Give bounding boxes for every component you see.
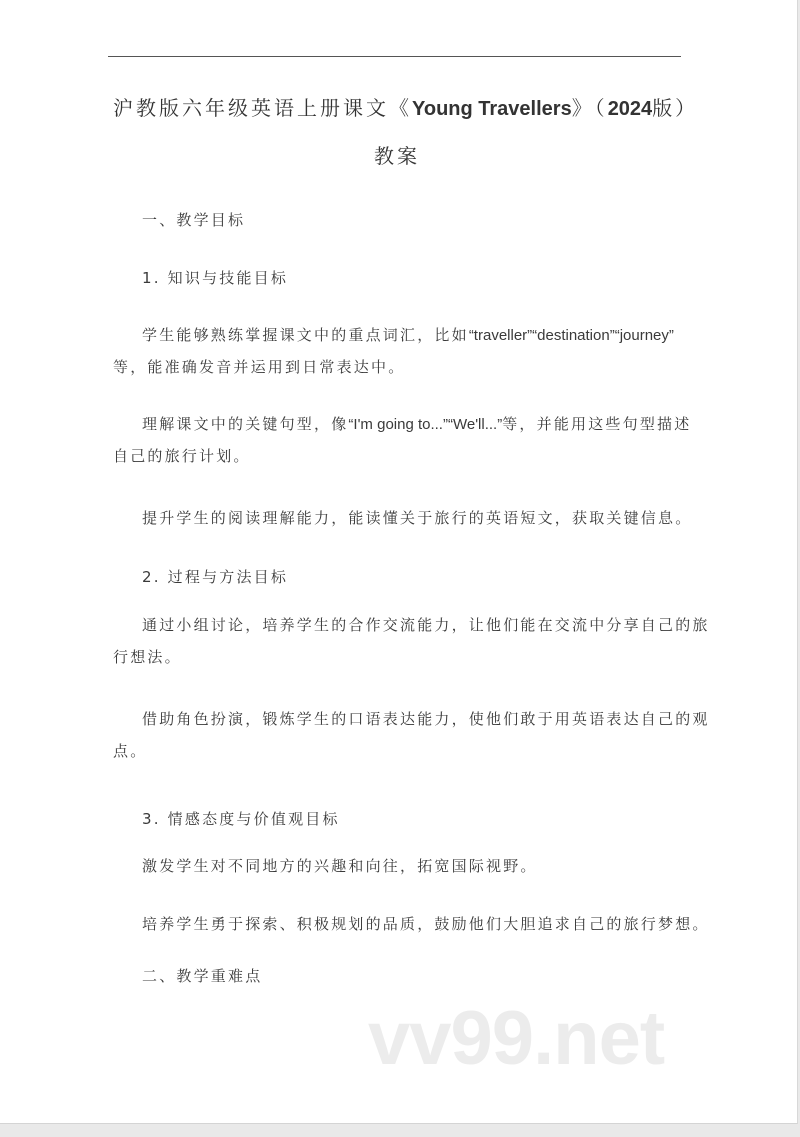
header-rule xyxy=(108,56,681,57)
paragraph-interest: 激发学生对不同地方的兴趣和向往，拓宽国际视野。 xyxy=(142,857,538,875)
title-english: Young Travellers xyxy=(412,98,572,120)
text: 学生能够熟练掌握课文中的重点词汇，比如 xyxy=(142,326,469,344)
text: 等，并能用这些句型描述 xyxy=(502,415,692,433)
paragraph-sentences-line1 xyxy=(142,414,691,435)
text-en: “traveller”“destination”“journey” xyxy=(468,327,674,344)
paragraph-explore: 培养学生勇于探索、积极规划的品质，鼓励他们大胆追求自己的旅行梦想。 xyxy=(142,915,710,933)
title-prefix: 沪教版六年级英语上册课文《 xyxy=(113,96,412,120)
section-heading-keypoints: 二、教学重难点 xyxy=(142,967,263,985)
document-title xyxy=(113,94,698,123)
paragraph-vocab-line2: 等，能准确发音并运用到日常表达中。 xyxy=(113,358,406,376)
paragraph-roleplay-line2: 点。 xyxy=(113,742,148,760)
title-suffix: 版） xyxy=(652,96,699,120)
subheading-process: 2. 过程与方法目标 xyxy=(142,568,289,586)
paragraph-group-line1: 通过小组讨论，培养学生的合作交流能力，让他们能在交流中分享自己的旅 xyxy=(142,616,710,634)
subheading-knowledge: 1. 知识与技能目标 xyxy=(142,269,289,287)
paragraph-roleplay-line1: 借助角色扮演，锻炼学生的口语表达能力，使他们敢于用英语表达自己的观 xyxy=(142,710,710,728)
text: 理解课文中的关键句型，像 xyxy=(142,415,349,433)
paragraph-vocab-line1 xyxy=(142,325,674,346)
watermark: vv99.net xyxy=(368,996,665,1081)
paragraph-sentences-line2: 自己的旅行计划。 xyxy=(113,447,251,465)
paragraph-reading: 提升学生的阅读理解能力，能读懂关于旅行的英语短文，获取关键信息。 xyxy=(142,509,693,527)
document-title-line2: 教案 xyxy=(374,144,420,168)
paragraph-group-line2: 行想法。 xyxy=(113,648,182,666)
title-mid: 》（ xyxy=(571,96,608,120)
text-en: “I'm going to...”“We'll...” xyxy=(348,416,503,433)
subheading-values: 3. 情感态度与价值观目标 xyxy=(142,810,340,828)
section-heading-objectives: 一、教学目标 xyxy=(142,211,246,229)
title-year: 2024 xyxy=(607,98,653,120)
